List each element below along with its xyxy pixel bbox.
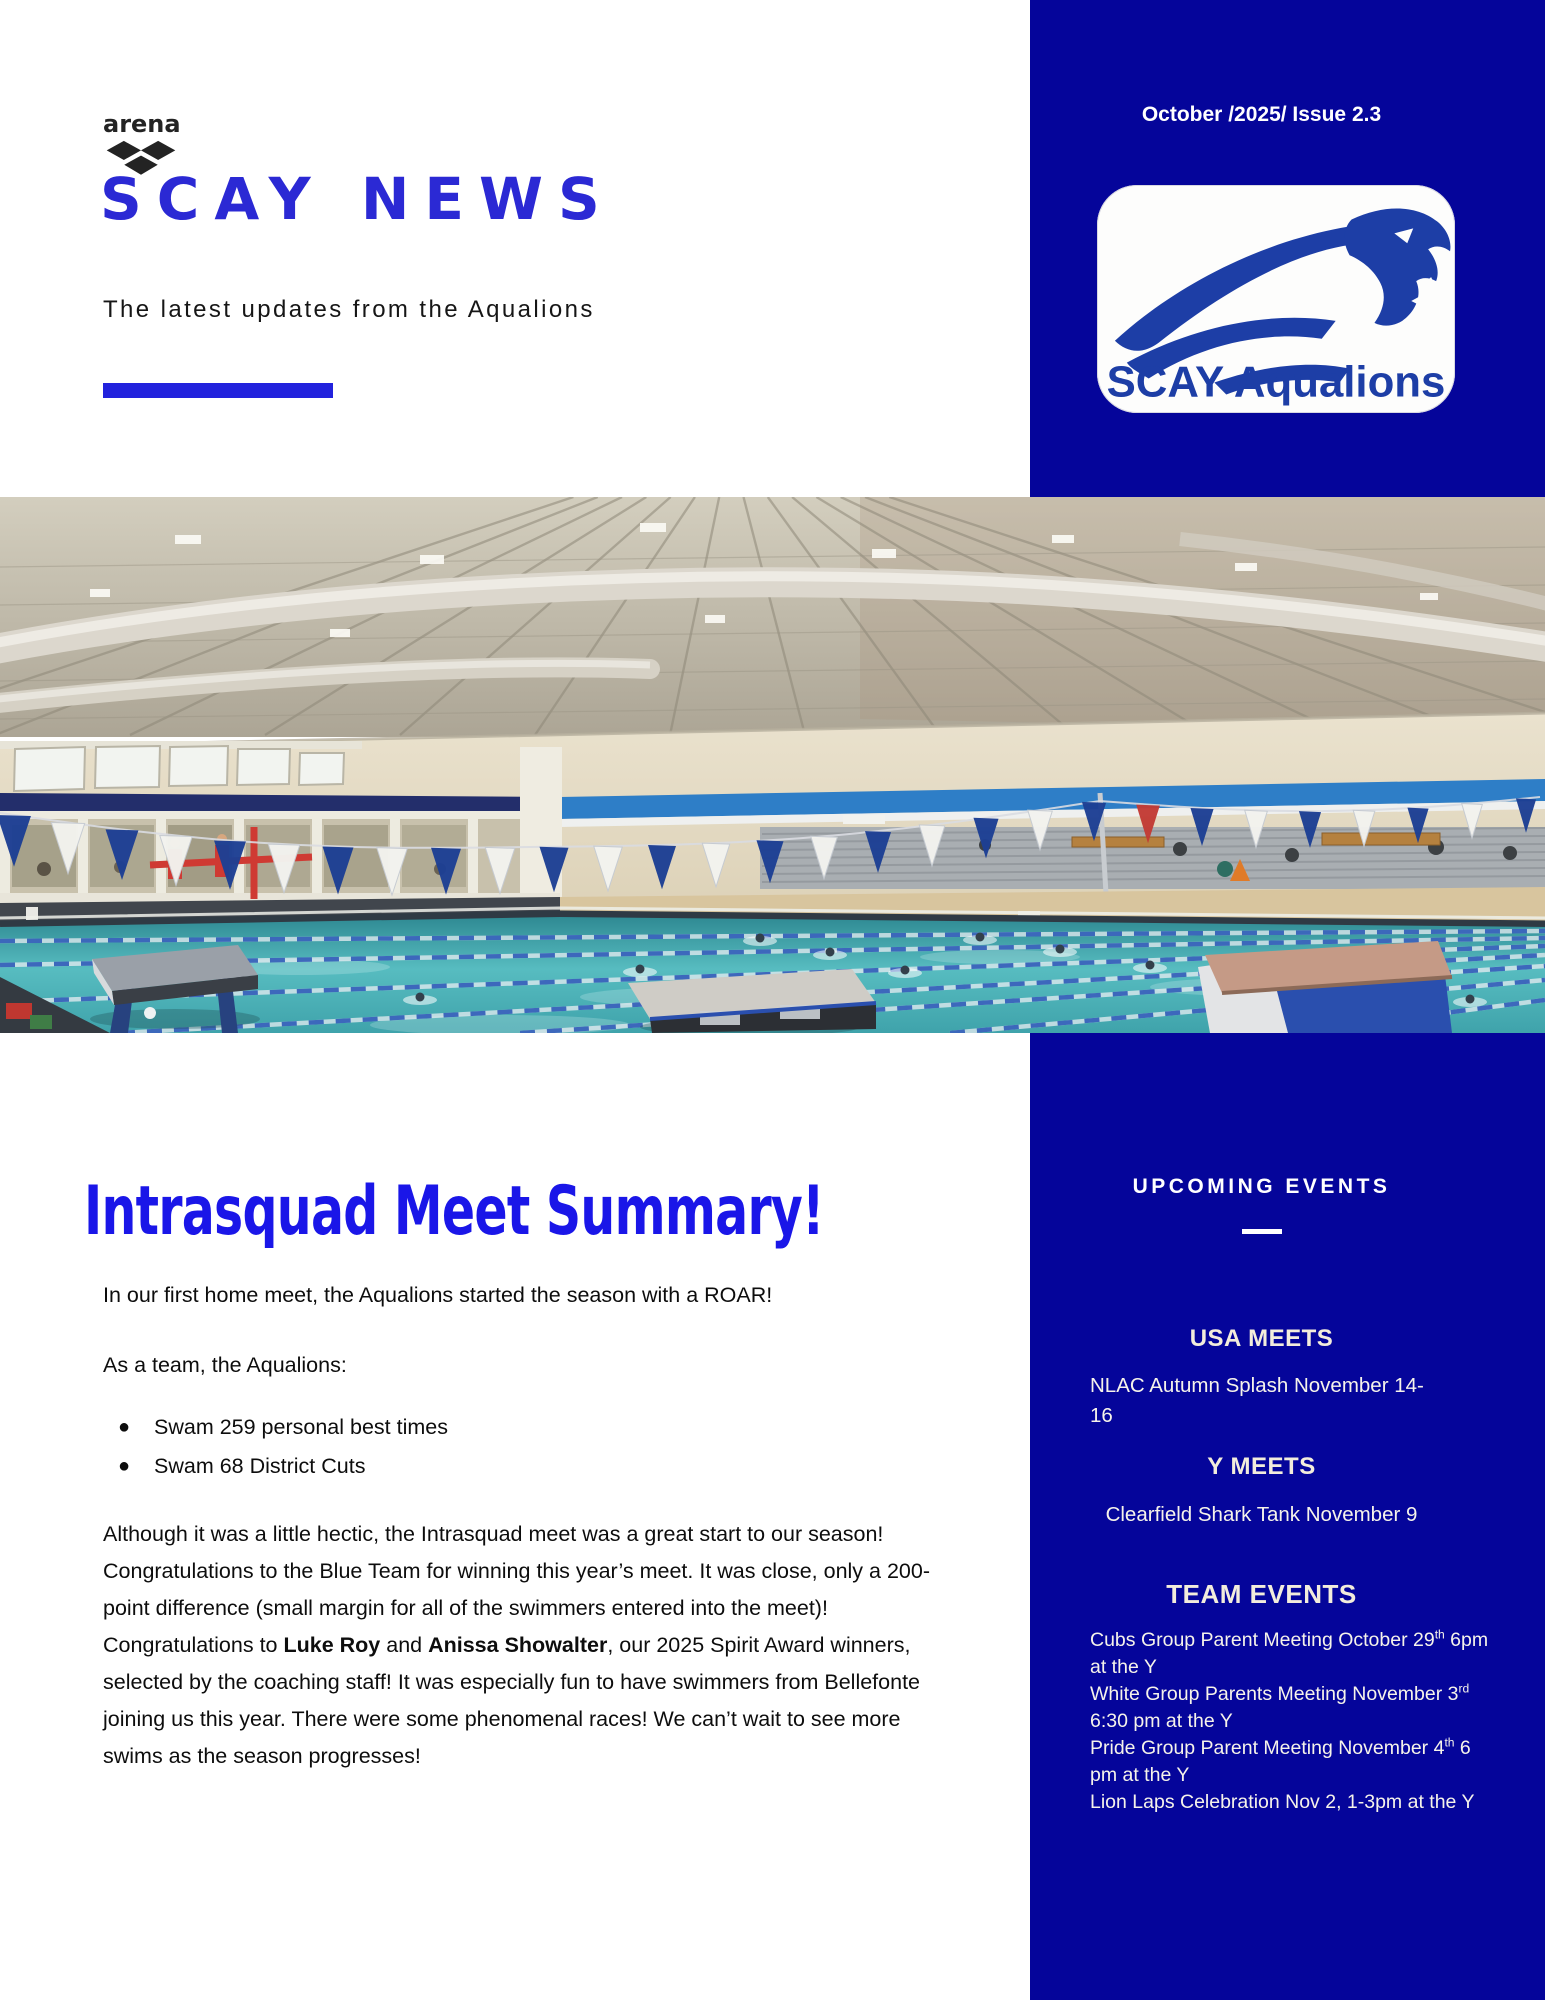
team-logo-text: SCAY Aqualions [1106, 357, 1446, 407]
issue-date: October /2025/ Issue 2.3 [1141, 103, 1382, 126]
article-headline: Intrasquad Meet Summary! [84, 1172, 824, 1251]
issue-panel [1030, 0, 1545, 497]
team-event-text: Lion Laps Celebration Nov 2, 1-3pm at the Y [1090, 1791, 1475, 1813]
page-title: SCAY NEWS [100, 165, 615, 233]
team-event-text: Cubs Group Parent Meeting October 29 [1090, 1629, 1435, 1651]
team-event-item [1090, 1789, 1492, 1816]
article-body-text: , our 2025 Spirit Award winners, selected by the coaching staff! It was especially fun to have swimmers from Bellefonte joining us this year. There were some phenomenal races! We can’t wait to see more swims as the season progresses! [103, 1633, 920, 1768]
team-event-item [1090, 1627, 1492, 1681]
team-event-item [1090, 1681, 1492, 1735]
article-body [103, 1516, 963, 1775]
team-events-list [1090, 1627, 1492, 1816]
y-meets-heading: Y MEETS [1207, 1453, 1316, 1480]
team-event-text: 6pm at the Y [1090, 1629, 1489, 1678]
ordinal-suffix: rd [1458, 1681, 1470, 1696]
ordinal-suffix: th [1434, 1627, 1445, 1642]
article-body-text: and [380, 1633, 429, 1657]
pool-photo-illustration [0, 497, 1545, 1033]
usa-meets-heading: USA MEETS [1189, 1325, 1334, 1352]
article-body-text: Although it was a little hectic, the Intrasquad meet was a great start to our season! Congratulations to the Blue Team for winning this year’s meet. It was close, only a 200-point difference (small margin for all of the swimmers entered into the meet)! Congratulations to [103, 1522, 930, 1657]
team-events-heading: TEAM EVENTS [1166, 1579, 1357, 1609]
team-event-text: 6:30 pm at the Y [1090, 1710, 1233, 1732]
page-subtitle: The latest updates from the Aqualions [103, 296, 595, 323]
usa-meets-line: NLAC Autumn Splash November 14-16 [1090, 1374, 1424, 1427]
pool-photo [0, 497, 1545, 1033]
article-bold-name: Anissa Showalter [428, 1633, 608, 1657]
arena-wordmark: arena [103, 110, 181, 138]
bullet-text: Swam 68 District Cuts [154, 1454, 366, 1478]
list-item [118, 1408, 448, 1447]
bullet-text: Swam 259 personal best times [154, 1415, 448, 1439]
starting-block-right [1198, 941, 1452, 1033]
events-title-dash [1242, 1229, 1282, 1234]
team-event-text: 6 pm at the Y [1090, 1737, 1471, 1786]
starting-block-left [90, 945, 260, 1033]
list-item [118, 1447, 448, 1486]
y-meets-line: Clearfield Shark Tank November 9 [1105, 1503, 1418, 1526]
team-logo-card [1097, 185, 1455, 413]
scay-aqualions-lion-logo-icon [1097, 185, 1455, 413]
team-event-text: White Group Parents Meeting November 3 [1090, 1683, 1459, 1705]
article-bold-name: Luke Roy [283, 1633, 381, 1657]
bullet-icon: ● [118, 1455, 131, 1477]
article-lead-in: As a team, the Aqualions: [103, 1353, 347, 1377]
team-event-text: Pride Group Parent Meeting November 4 [1090, 1737, 1445, 1759]
events-title: UPCOMING EVENTS [1132, 1175, 1391, 1198]
events-panel [1030, 1033, 1545, 2000]
masthead-divider-bar [103, 383, 333, 398]
ordinal-suffix: th [1444, 1735, 1455, 1750]
bullet-icon: ● [118, 1416, 131, 1438]
team-event-item [1090, 1735, 1492, 1789]
article-intro: In our first home meet, the Aqualions started the season with a ROAR! [103, 1283, 773, 1307]
article-bullet-list [118, 1408, 448, 1486]
